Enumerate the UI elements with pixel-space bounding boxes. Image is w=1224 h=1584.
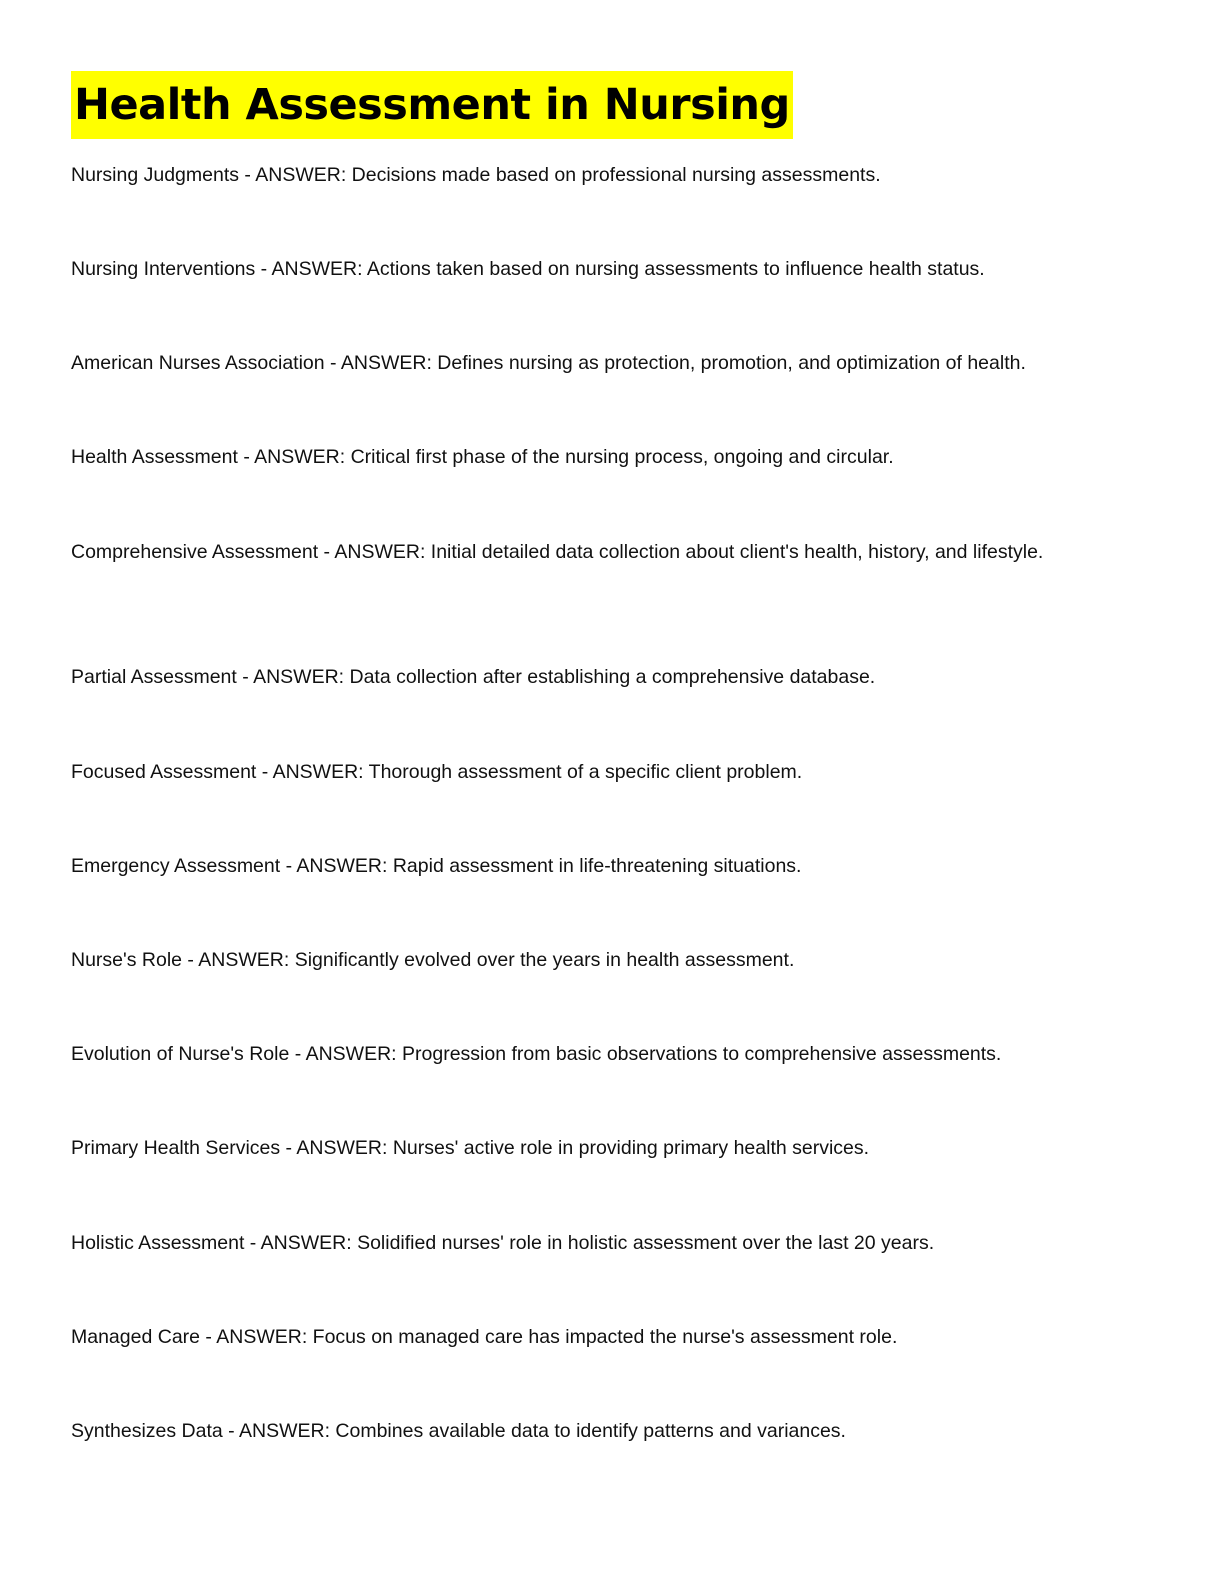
qa-entry-health-assessment: Health Assessment - ANSWER: Critical first phase of the nursing process, ongoing and circular. — [71, 446, 894, 468]
qa-entry-evolution-of-nurses-role: Evolution of Nurse's Role - ANSWER: Progression from basic observations to comprehensive assessments. — [71, 1043, 1002, 1065]
qa-entry-synthesizes-data: Synthesizes Data - ANSWER: Combines available data to identify patterns and variances. — [71, 1420, 846, 1442]
qa-entry-focused-assessment: Focused Assessment - ANSWER: Thorough assessment of a specific client problem. — [71, 761, 803, 783]
page-title: Health Assessment in Nursing — [71, 71, 793, 139]
qa-entry-partial-assessment: Partial Assessment - ANSWER: Data collection after establishing a comprehensive database. — [71, 666, 876, 688]
qa-entry-nursing-judgments: Nursing Judgments - ANSWER: Decisions made based on professional nursing assessments. — [71, 164, 881, 186]
qa-entry-comprehensive-assessment: Comprehensive Assessment - ANSWER: Initial detailed data collection about client's health, history, and lifestyle. — [71, 541, 1044, 563]
qa-entry-american-nurses-association: American Nurses Association - ANSWER: Defines nursing as protection, promotion, and optimization of health. — [71, 352, 1026, 374]
qa-entry-primary-health-services: Primary Health Services - ANSWER: Nurses' active role in providing primary health services. — [71, 1137, 870, 1159]
qa-entry-holistic-assessment: Holistic Assessment - ANSWER: Solidified nurses' role in holistic assessment over the last 20 years. — [71, 1232, 935, 1254]
qa-entry-nurses-role: Nurse's Role - ANSWER: Significantly evolved over the years in health assessment. — [71, 949, 795, 971]
qa-entry-emergency-assessment: Emergency Assessment - ANSWER: Rapid assessment in life-threatening situations. — [71, 855, 802, 877]
qa-entry-managed-care: Managed Care - ANSWER: Focus on managed care has impacted the nurse's assessment role. — [71, 1326, 898, 1348]
qa-entry-nursing-interventions: Nursing Interventions - ANSWER: Actions taken based on nursing assessments to influence health status. — [71, 258, 985, 280]
